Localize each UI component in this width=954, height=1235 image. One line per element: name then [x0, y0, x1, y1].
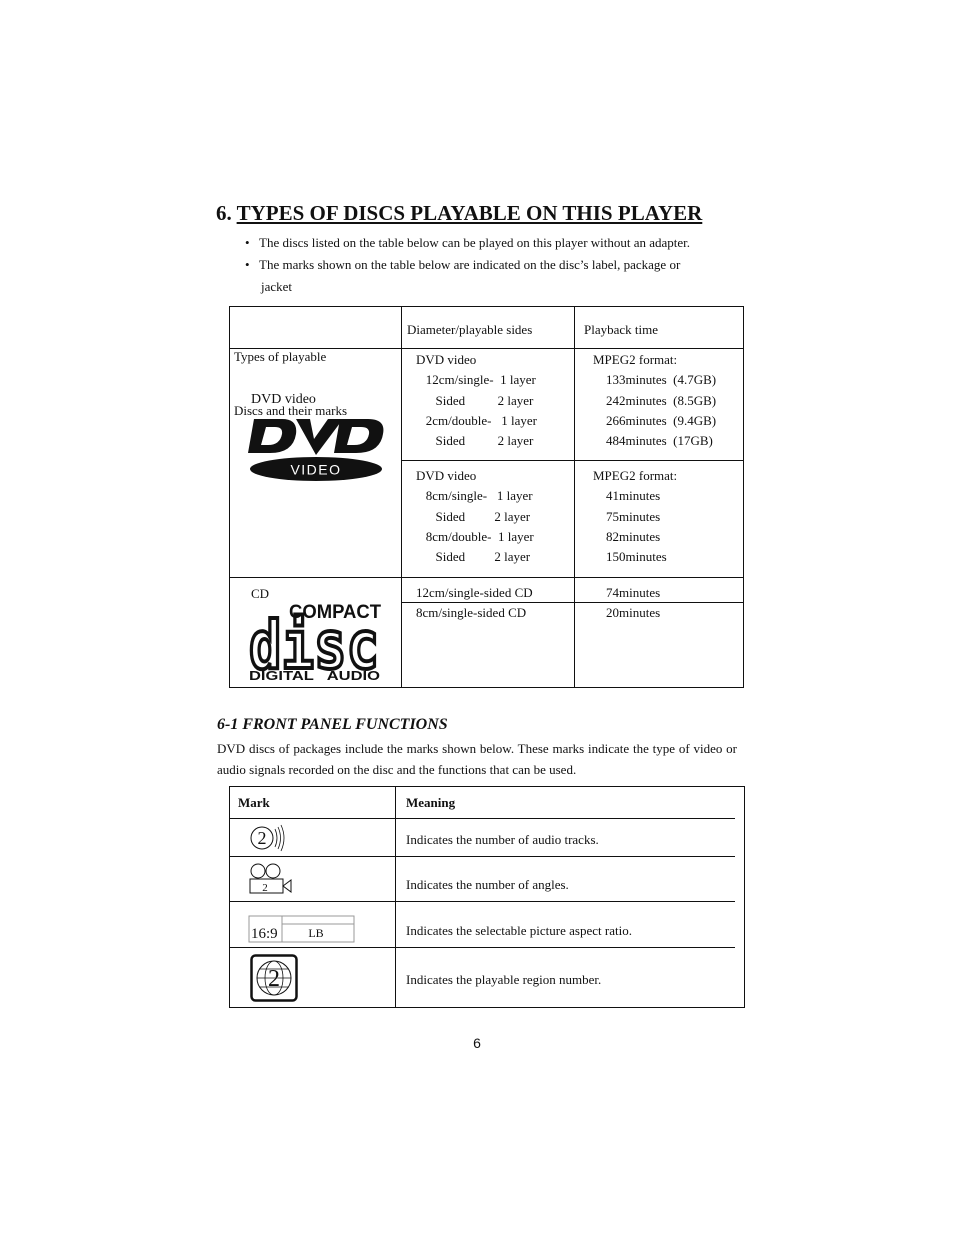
cd-12cm-sides: 12cm/single-sided CD: [416, 585, 533, 600]
marks-table: [229, 786, 745, 1008]
row-divider: [230, 577, 743, 578]
header-types-line2: Discs and their marks: [234, 403, 348, 418]
compact-disc-logo: [249, 601, 383, 681]
aspect-ratio-text: 16:9: [251, 926, 278, 942]
meaning-angles: Indicates the number of angles.: [406, 877, 569, 892]
col-divider: [395, 787, 396, 1007]
cd-12cm-time: 74minutes: [606, 585, 661, 600]
camera-angles-icon: [248, 862, 294, 896]
meaning-aspect-ratio: Indicates the selectable picture aspect ratio.: [406, 923, 632, 938]
discs-table: [229, 306, 744, 688]
dvd-12cm-sides: DVD video 12cm/single- 1 layer Sided 2 layer 2cm/double- 1 layer Sided 2 layer: [416, 352, 537, 449]
aspect-ratio-icon: [248, 915, 356, 943]
row-divider: [230, 818, 735, 819]
header-diameter: Diameter/playable sides: [407, 322, 533, 337]
cd-logo-disc: disc: [249, 607, 379, 681]
page-title: [216, 201, 702, 226]
header-types-line1: Types of playable: [234, 349, 327, 364]
dvd-8cm-time: MPEG2 format: 41minutes 75minutes 82minutes 150minutes: [593, 468, 678, 565]
col-divider: [401, 307, 402, 687]
title-number: 6.: [216, 201, 232, 225]
row-divider: [230, 901, 735, 902]
dvd-logo-text: VIDEO: [290, 461, 342, 478]
row-divider: [230, 947, 735, 948]
letterbox-text: LB: [308, 926, 324, 940]
dvd-video-logo: [248, 417, 388, 485]
region-globe-icon: [250, 954, 298, 1002]
dvd-label: DVD video: [251, 392, 316, 407]
audio-tracks-number: 2: [257, 828, 267, 848]
row-divider: [401, 460, 743, 461]
bullet-dot: •: [245, 257, 250, 272]
cd-8cm-sides: 8cm/single-sided CD: [416, 605, 527, 620]
cd-logo-digital: DIGITAL AUDIO: [249, 668, 380, 681]
dvd-8cm-sides: DVD video 8cm/single- 1 layer Sided 2 layer 8cm/double- 1 layer Sided 2 layer: [416, 468, 534, 565]
header-mark: Mark: [238, 795, 270, 810]
bullet-dot: •: [245, 235, 250, 250]
page-number: 6: [473, 1035, 481, 1051]
bullet-text: The discs listed on the table below can be played on this player without an adapter.: [259, 235, 691, 250]
cd-label: CD: [251, 586, 270, 601]
bullet-text: The marks shown on the table below are indicated on the disc’s label, package or: [259, 257, 681, 272]
meaning-region: Indicates the playable region number.: [406, 972, 602, 987]
audio-tracks-icon: [248, 823, 288, 853]
section-heading: 6-1 FRONT PANEL FUNCTIONS: [217, 716, 448, 733]
title-text: TYPES OF DISCS PLAYABLE ON THIS PLAYER: [236, 201, 703, 225]
camera-angles-number: 2: [262, 882, 268, 894]
meaning-audio-tracks: Indicates the number of audio tracks.: [406, 832, 599, 847]
region-number: 2: [268, 966, 280, 992]
section-paragraph: DVD discs of packages include the marks shown below. These marks indicate the type of video or audio signals recorded on the disc and the functions that can be used.: [217, 741, 737, 777]
row-divider: [230, 856, 735, 857]
dvd-12cm-time: MPEG2 format: 133minutes (4.7GB) 242minutes (8.5GB) 266minutes (9.4GB) 484minutes (17GB): [593, 352, 717, 449]
cd-8cm-time: 20minutes: [606, 605, 661, 620]
bullet-2: [245, 257, 680, 273]
col-divider: [574, 307, 575, 687]
header-meaning: Meaning: [406, 795, 456, 810]
bullet-continuation: jacket: [261, 279, 293, 294]
header-playback: Playback time: [584, 322, 659, 337]
bullet-1: [245, 235, 690, 251]
cd-logo-compact: COMPACT: [289, 602, 382, 623]
